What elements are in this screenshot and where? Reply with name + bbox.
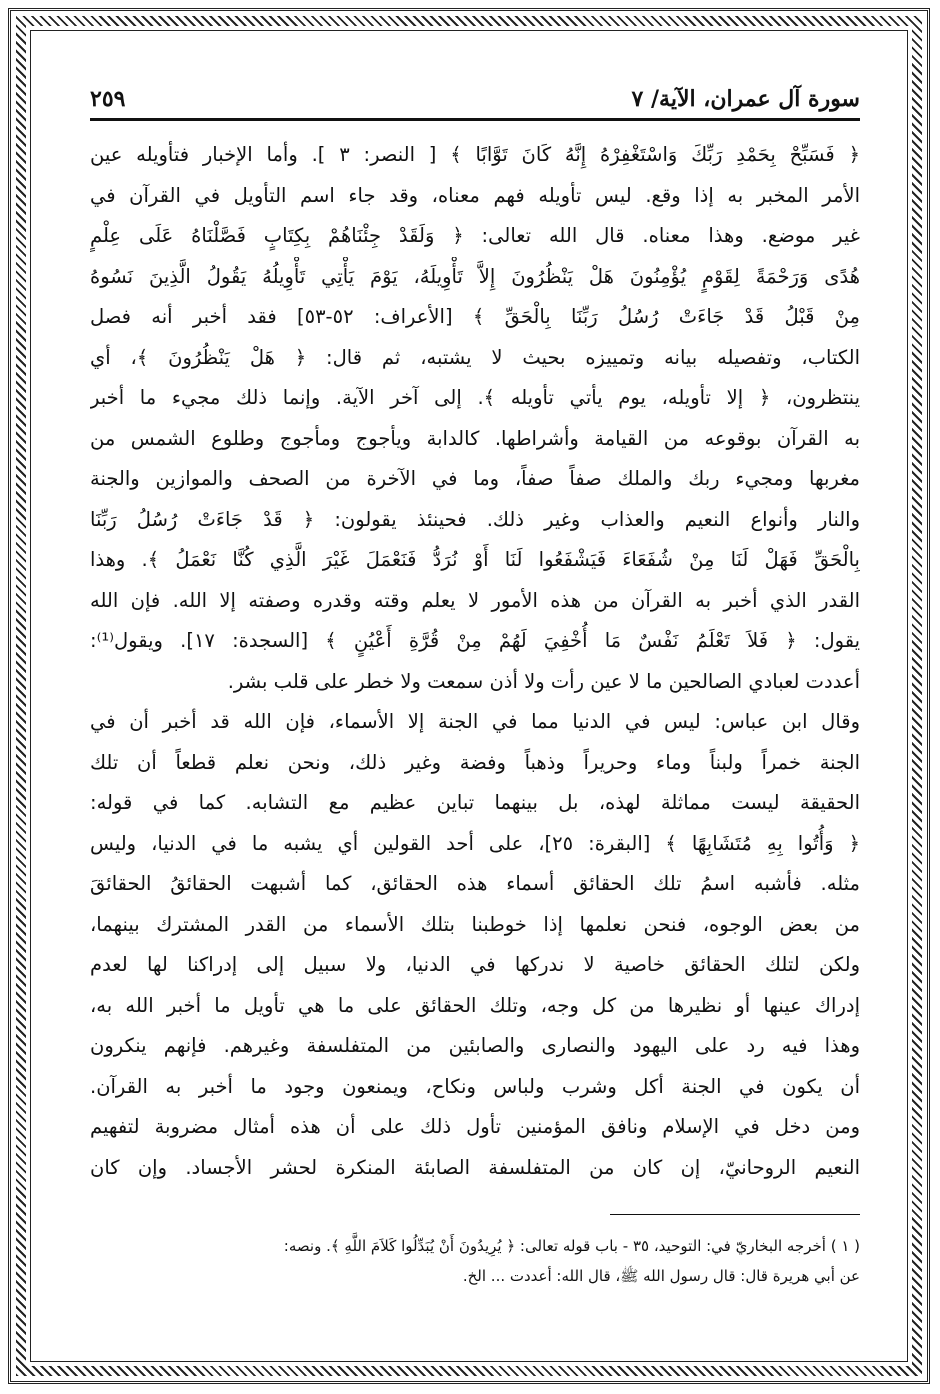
body-line: ﴿ وَأُتُوا بِهِ مُتَشَابِهًا ﴾ [البقرة: ٢٥]، على أحد القولين أي يشبه ما في الدنيا، وليس (90, 831, 860, 855)
body-line: الأمر المخبر به إذا وقع. ليس تأويله فهم معناه، وقد جاء اسم التأويل في القرآن في (90, 183, 860, 207)
body-line: ومن دخل في الإسلام ونافق المؤمنين تأول ذلك على أن هذه أمثال مضروبة لتفهيم (90, 1115, 860, 1138)
body-line: مثله. فأشبه اسمُ تلك الحقائق أسماء هذه الحقائق، كما أشبهت الحقائقُ الحقائقَ (90, 872, 860, 895)
body-line: الجنة خمراً ولبناً وماء وحريراً وذهباً وفضة وغير ذلك، ونحن نعلم قطعاً أن تلك (90, 750, 860, 774)
running-header (90, 80, 860, 112)
body-line: الكتاب، وتفصيله بيانه وتمييزه بحيث لا يشتبه، ثم قال: ﴿ هَلْ يَنْظُرُونَ ﴾، أي (90, 345, 860, 369)
body-line: به القرآن بوقوعه من القيامة وأشراطها. كالدابة ويأجوج ومأجوج وطلوع الشمس من (90, 426, 860, 450)
page-number: ٢٥٩ (90, 86, 126, 112)
body-line: والنار وأنواع النعيم والعذاب وغير ذلك. فحينئذ يقولون: ﴿ قَدْ جَاءَتْ رُسُلُ رَبِّنَا (90, 507, 860, 531)
body-line: وقال ابن عباس: ليس في الدنيا مما في الجنة إلا الأسماء، فإن الله قد أخبر أن في (90, 710, 860, 733)
body-line: القدر الذي أخبر به القرآن من هذه الأمور لا يعلم وقته وقدره وصفته إلا الله. فإن الله (90, 588, 860, 612)
header-title: سورة آل عمران، الآية/ ٧ (631, 86, 860, 112)
body-line: من بعض الوجوه، فنحن نعلمها إذا خوطبنا بتلك الأسماء من القدر المشترك بينهما، (90, 912, 860, 936)
body-line: مِنْ قَبْلُ قَدْ جَاءَتْ رُسُلُ رَبِّنَا بِالْحَقِّ ﴾ [الأعراف: ٥٢-٥٣] فقد أخبر أنه فصل (90, 305, 860, 328)
body-line: مغربها ومجيء ربك والملك صفاً صفاً، وما في الآخرة من الصحف والموازين والجنة (90, 467, 860, 490)
body-line: ينتظرون، ﴿ إلا تأويله، يوم يأتي تأويله ﴾. إلى آخر الآية. وإنما ذلك مجيء ما أخبر (90, 386, 860, 409)
body-line: ولكن لتلك الحقائق خاصية لا ندركها في الدنيا، ولا سبيل إلى إدراكنا لها لعدم (90, 953, 860, 976)
body-line: بِالْحَقِّ فَهَلْ لَنَا مِنْ شُفَعَاءَ فَيَشْفَعُوا لَنَا أَوْ نُرَدُّ فَنَعْمَلَ غَيْرَ الَّذِي كُنَّا نَعْمَلُ ﴾. وهذا (90, 548, 860, 571)
header-rule (90, 118, 860, 121)
body-line: ﴿ فَسَبِّحْ بِحَمْدِ رَبِّكَ وَاسْتَغْفِرْهُ إِنَّهُ كَانَ تَوَّابًا ﴾ [ النصر: ٣ ]. وأما الإخبار فتأويله عين (90, 143, 860, 166)
footnote-line: ( ١ ) أخرجه البخاريّ في: التوحيد، ٣٥ - باب قوله تعالى: ﴿ يُرِيدُونَ أَنْ يُبَدِّلُوا كَلاَمَ اللَّهِ ﴾. ونصه: (283, 1237, 860, 1255)
book-page (90, 80, 860, 1291)
body-line: الحقيقة ليست مماثلة لهذه، بل بينهما تباين عظيم مع التشابه. كما في قوله: (90, 791, 860, 814)
footnotes (90, 1231, 860, 1291)
body-line: إدراك عينها أو نظيرها من كل وجه، وتلك الحقائق على ما هي تأويل ما أخبر الله به، (90, 993, 860, 1017)
body-line: وهذا فيه رد على اليهود والنصارى والصابئين من المتفلسفة وغيرهم. فإنهم ينكرون (90, 1034, 860, 1057)
body-line: هُدًى وَرَحْمَةً لِقَوْمٍ يُؤْمِنُونَ هَلْ يَنْظُرُونَ إِلاَّ تَأْوِيلَهُ، يَوْمَ يَأْتِي تَأْوِيلُهُ يَقُولُ الَّذِينَ نَسُوهُ (90, 264, 860, 288)
footnote-rule (610, 1214, 860, 1215)
body-line: أن يكون في الجنة أكل وشرب ولباس ونكاح، ويمنعون وجود ما أخبر به القرآن. (90, 1074, 860, 1098)
body-line: النعيم الروحانيّ، إن كان من المتفلسفة الصابئة المنكرة لحشر الأجساد. وإن كان (90, 1155, 860, 1179)
body-text (90, 135, 860, 1188)
footnote-line: عن أبي هريرة قال: قال رسول الله ﷺ، قال الله: أعددت ... الخ. (462, 1267, 860, 1285)
body-line: يقول: ﴿ فَلاَ تَعْلَمُ نَفْسٌ مَا أُخْفِيَ لَهُمْ مِنْ قُرَّةِ أَعْيُنٍ ﴾ [السجدة: ١٧]. ويقول⁽¹⁾: (90, 629, 860, 652)
body-line: أعددت لعبادي الصالحين ما لا عين رأت ولا أذن سمعت ولا خطر على قلب بشر. (227, 669, 860, 693)
body-line: غير موضع. وهذا معناه. قال الله تعالى: ﴿ وَلَقَدْ جِئْنَاهُمْ بِكِتَابٍ فَصَّلْنَاهُ عَلَى عِلْمٍ (90, 224, 860, 247)
